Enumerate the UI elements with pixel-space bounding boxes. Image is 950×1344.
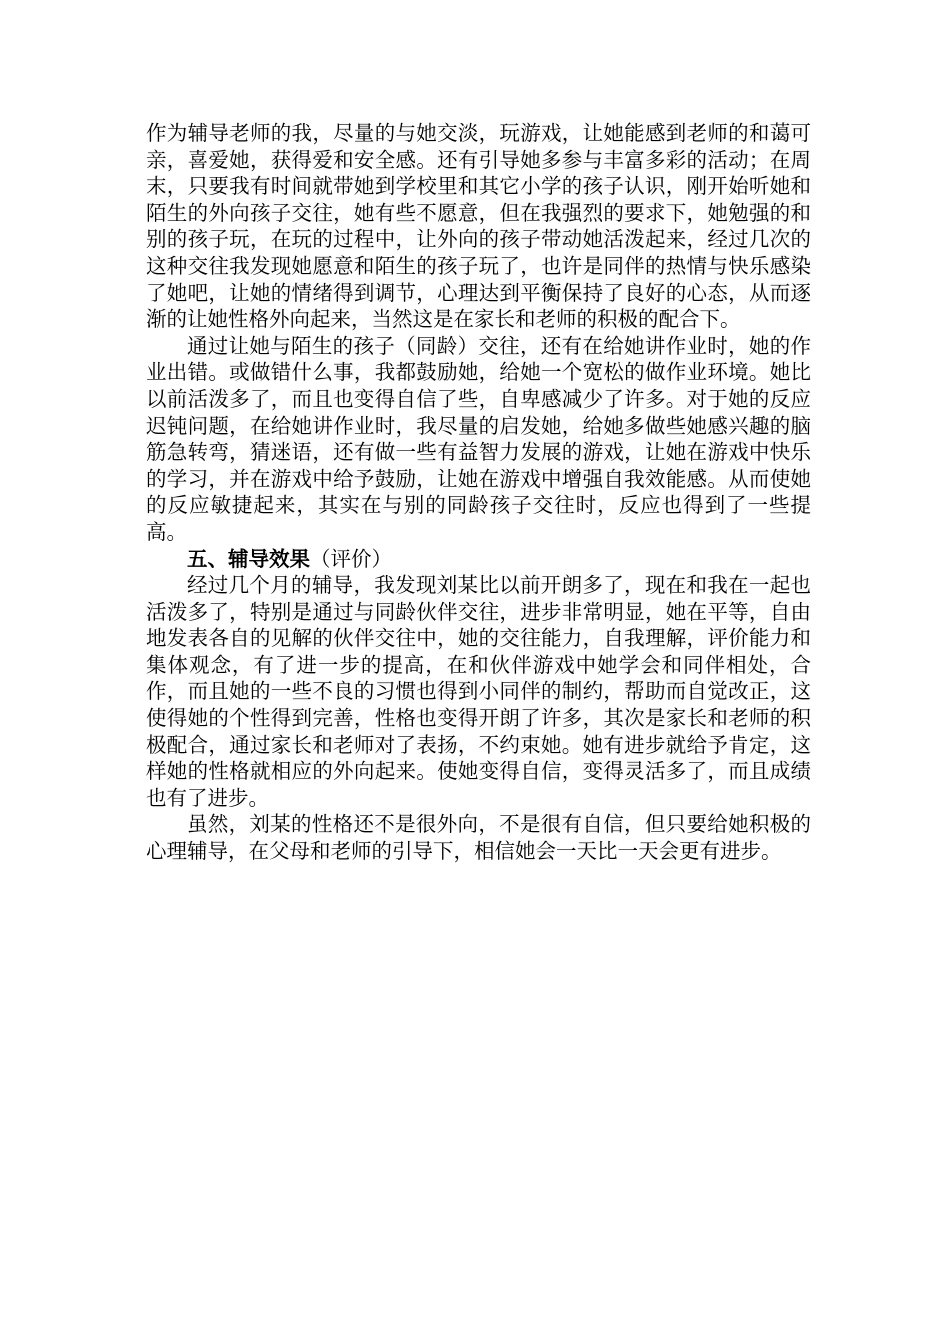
section-heading-note: （评价） <box>310 546 392 571</box>
section-paragraph-2: 虽然，刘某的性格还不是很外向，不是很有自信，但只要给她积极的心理辅导，在父母和老师的引导下，相信她会一天比一天会更有进步。 <box>146 812 811 864</box>
body-paragraph-2: 通过让她与陌生的孩子（同龄）交往，还有在给她讲作业时，她的作业出错。或做错什么事，我都鼓励她，给她一个宽松的做作业环境。她比以前活泼多了，而且也变得自信了些，自卑感减少了许多。对于她的反应迟钝问题，在给她讲作业时，我尽量的启发她，给她多做些她感兴趣的脑筋急转弯，猜迷语，还有做一些有益智力发展的游戏，让她在游戏中快乐的学习，并在游戏中给予鼓励，让她在游戏中增强自我效能感。从而使她的反应敏捷起来，其实在与别的同龄孩子交往时，反应也得到了一些提高。 <box>146 333 811 544</box>
section-heading-title: 五、辅导效果 <box>187 546 310 571</box>
body-paragraph-1: 作为辅导老师的我，尽量的与她交淡，玩游戏，让她能感到老师的和蔼可亲，喜爱她，获得爱和安全感。还有引导她多参与丰富多彩的活动；在周末，只要我有时间就带她到学校里和其它小学的孩子认识，刚开始听她和陌生的外向孩子交往，她有些不愿意，但在我强烈的要求下，她勉强的和别的孩子玩，在玩的过程中，让外向的孩子带动她活泼起来，经过几次的这种交往我发现她愿意和陌生的孩子玩了，也许是同伴的热情与快乐感染了她吧，让她的情绪得到调节，心理达到平衡保持了良好的心态，从而逐渐的让她性格外向起来，当然这是在家长和老师的积极的配合下。 <box>146 121 811 332</box>
document-page <box>146 120 811 865</box>
section-paragraph-1: 经过几个月的辅导，我发现刘某比以前开朗多了，现在和我在一起也活泼多了，特别是通过与同龄伙伴交往，进步非常明显，她在平等，自由地发表各自的见解的伙伴交往中，她的交往能力，自我理解，评价能力和集体观念，有了进一步的提高，在和伙伴游戏中她学会和同伴相处，合作，而且她的一些不良的习惯也得到小同伴的制约，帮助而自觉改正，这使得她的个性得到完善，性格也变得开朗了许多，其次是家长和老师的积极配合，通过家长和老师对了表扬，不约束她。她有进步就给予肯定，这样她的性格就相应的外向起来。使她变得自信，变得灵活多了，而且成绩也有了进步。 <box>146 573 811 810</box>
section-heading <box>146 546 811 573</box>
